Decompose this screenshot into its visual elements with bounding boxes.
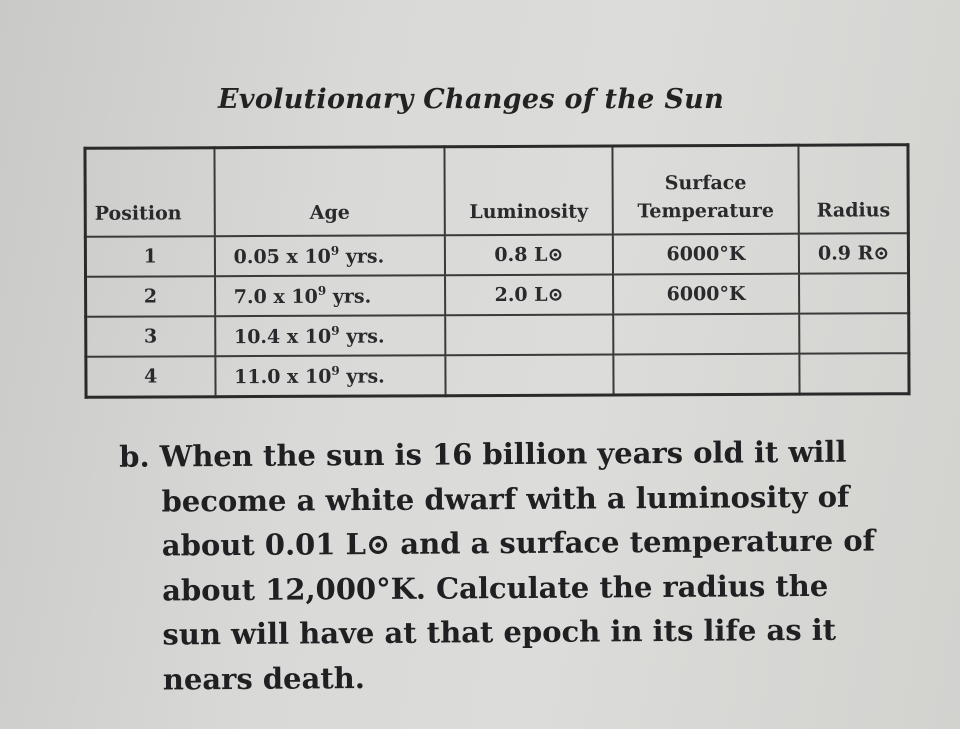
page-title: Evolutionary Changes of the Sun: [218, 84, 725, 115]
question-line: about 0.01 L⊙ and a surface temperature of: [161, 523, 876, 563]
question-b: [119, 429, 921, 702]
header-surface-temperature: [612, 145, 799, 234]
table-row: [86, 313, 909, 357]
cell-temperature: 6000°K: [613, 274, 800, 315]
cell-luminosity: [446, 354, 613, 395]
age-coefficient: 7.0 x 10: [233, 285, 318, 309]
cell-temperature: 6000°K: [612, 234, 799, 275]
cell-position: 2: [86, 276, 215, 317]
header-age: Age: [214, 147, 445, 237]
cell-luminosity: 0.8 L⊙: [445, 234, 612, 275]
cell-position: 1: [85, 236, 214, 277]
age-exponent: 9: [330, 243, 340, 258]
age-exponent: 9: [317, 283, 327, 298]
cell-radius: [800, 353, 909, 394]
table-row: [85, 233, 908, 277]
question-line: about 12,000°K. Calculate the radius the: [162, 568, 829, 607]
age-coefficient: 11.0 x 10: [234, 365, 332, 389]
cell-age: [215, 315, 446, 356]
cell-age: [215, 275, 446, 316]
cell-radius: 0.9 R⊙: [799, 233, 908, 273]
age-unit: yrs.: [345, 245, 385, 268]
cell-age: [215, 235, 446, 276]
age-unit: yrs.: [346, 325, 385, 348]
header-position: Position: [85, 148, 215, 237]
header-luminosity: Luminosity: [445, 146, 613, 235]
question-line: become a white dwarf with a luminosity of: [161, 479, 850, 519]
header-temperature-line1: Surface: [664, 171, 747, 195]
age-exponent: 9: [331, 363, 340, 378]
age-unit: yrs.: [332, 285, 372, 308]
cell-position: 4: [86, 356, 215, 397]
cell-radius: [800, 313, 909, 353]
age-coefficient: 10.4 x 10: [233, 325, 332, 349]
question-line: sun will have at that epoch in its life as it: [162, 612, 837, 652]
cell-temperature: [613, 314, 800, 355]
cell-radius: [799, 273, 908, 313]
header-temperature-line2: Temperature: [637, 199, 775, 223]
age-coefficient: 0.05 x 10: [233, 245, 331, 269]
cell-position: 3: [86, 316, 215, 357]
table-header-row: [85, 145, 908, 237]
evolution-table: [83, 143, 910, 399]
question-line: nears death.: [162, 660, 366, 696]
age-unit: yrs.: [346, 365, 385, 388]
table-row: [86, 353, 909, 397]
cell-age: [215, 355, 446, 397]
cell-luminosity: 2.0 L⊙: [445, 274, 612, 315]
header-radius: Radius: [799, 145, 908, 234]
cell-luminosity: [446, 314, 613, 355]
table-row: [86, 273, 909, 317]
question-line: b. When the sun is 16 billion years old it will: [119, 434, 847, 474]
age-exponent: 9: [331, 323, 340, 338]
cell-temperature: [613, 354, 800, 395]
